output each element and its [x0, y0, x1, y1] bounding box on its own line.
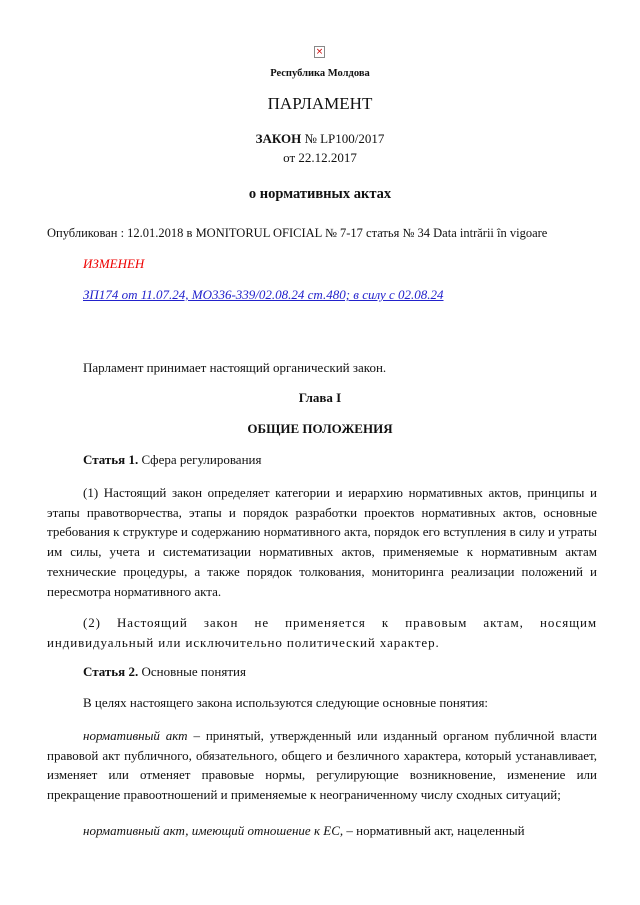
article-1-heading [83, 452, 261, 468]
law-title: о нормативных актах [248, 186, 392, 202]
article-1-label: Статья 1. [83, 452, 139, 467]
amended-status: ИЗМЕНЕН [83, 256, 145, 271]
article-2-title: Основные понятия [141, 664, 246, 679]
law-number: № LP100/2017 [304, 131, 385, 146]
definition-eu-act [47, 821, 597, 841]
law-date: от 22.12.2017 [283, 150, 357, 165]
definition-text: – нормативный акт, нацеленный [343, 823, 525, 838]
definition-text: – принятый, утвержденный или изданный органом публичной власти правовой акт публичного, обязательного, общего и безличного характера, который устанавливает, изменяет или отменяет правовые нормы, регулирующие возникновение, изменение или прекращение правоотношений и применяемые к неограниченному числу сходных ситуаций; [47, 728, 597, 803]
institution-name: ПАРЛАМЕНТ [267, 94, 373, 113]
article-2-label: Статья 2. [83, 664, 139, 679]
law-heading [0, 129, 640, 167]
amendment-link[interactable]: ЗП174 от 11.07.24, MO336-339/02.08.24 ст.480; в силу с 02.08.24 [83, 287, 444, 302]
law-label: ЗАКОН [255, 131, 302, 146]
article-1-paragraph-1: (1) Настоящий закон определяет категории и иерархию нормативных актов, принципы и этапы правотворчества, этапы и порядок разработки проектов нормативных актов, основные требования к структуре и содержанию нормативного акта, порядок его вступления в силу и утраты им силы, учета и систематизации нормативных актов, применяемые к нормативным актам технические процедуры, а также порядок толкования, мониторинга реализации положений и пересмотра нормативного акта. [47, 485, 597, 599]
article-2-heading [83, 664, 246, 680]
definition-term: нормативный акт [83, 728, 188, 743]
article-2-intro: В целях настоящего закона используются следующие основные понятия: [83, 695, 489, 710]
broken-image-icon: × [315, 47, 324, 57]
definition-normative-act [47, 726, 597, 805]
article-1-title: Сфера регулирования [141, 452, 262, 467]
definition-term: нормативный акт, имеющий отношение к ЕС, [83, 823, 344, 838]
intro-text: Парламент принимает настоящий органический закон. [83, 360, 387, 375]
country-name: Республика Молдова [270, 68, 370, 79]
chapter-title: ОБЩИЕ ПОЛОЖЕНИЯ [247, 421, 393, 436]
article-1-paragraph-2: (2) Настоящий закон не применяется к правовым актам, носящим индивидуальный или исключительно политический характер. [47, 615, 597, 650]
publication-info: Опубликован : 12.01.2018 в MONITORUL OFICIAL № 7-17 статья № 34 Data intrării în vigoare [47, 226, 548, 240]
chapter-heading: Глава I [298, 390, 342, 405]
